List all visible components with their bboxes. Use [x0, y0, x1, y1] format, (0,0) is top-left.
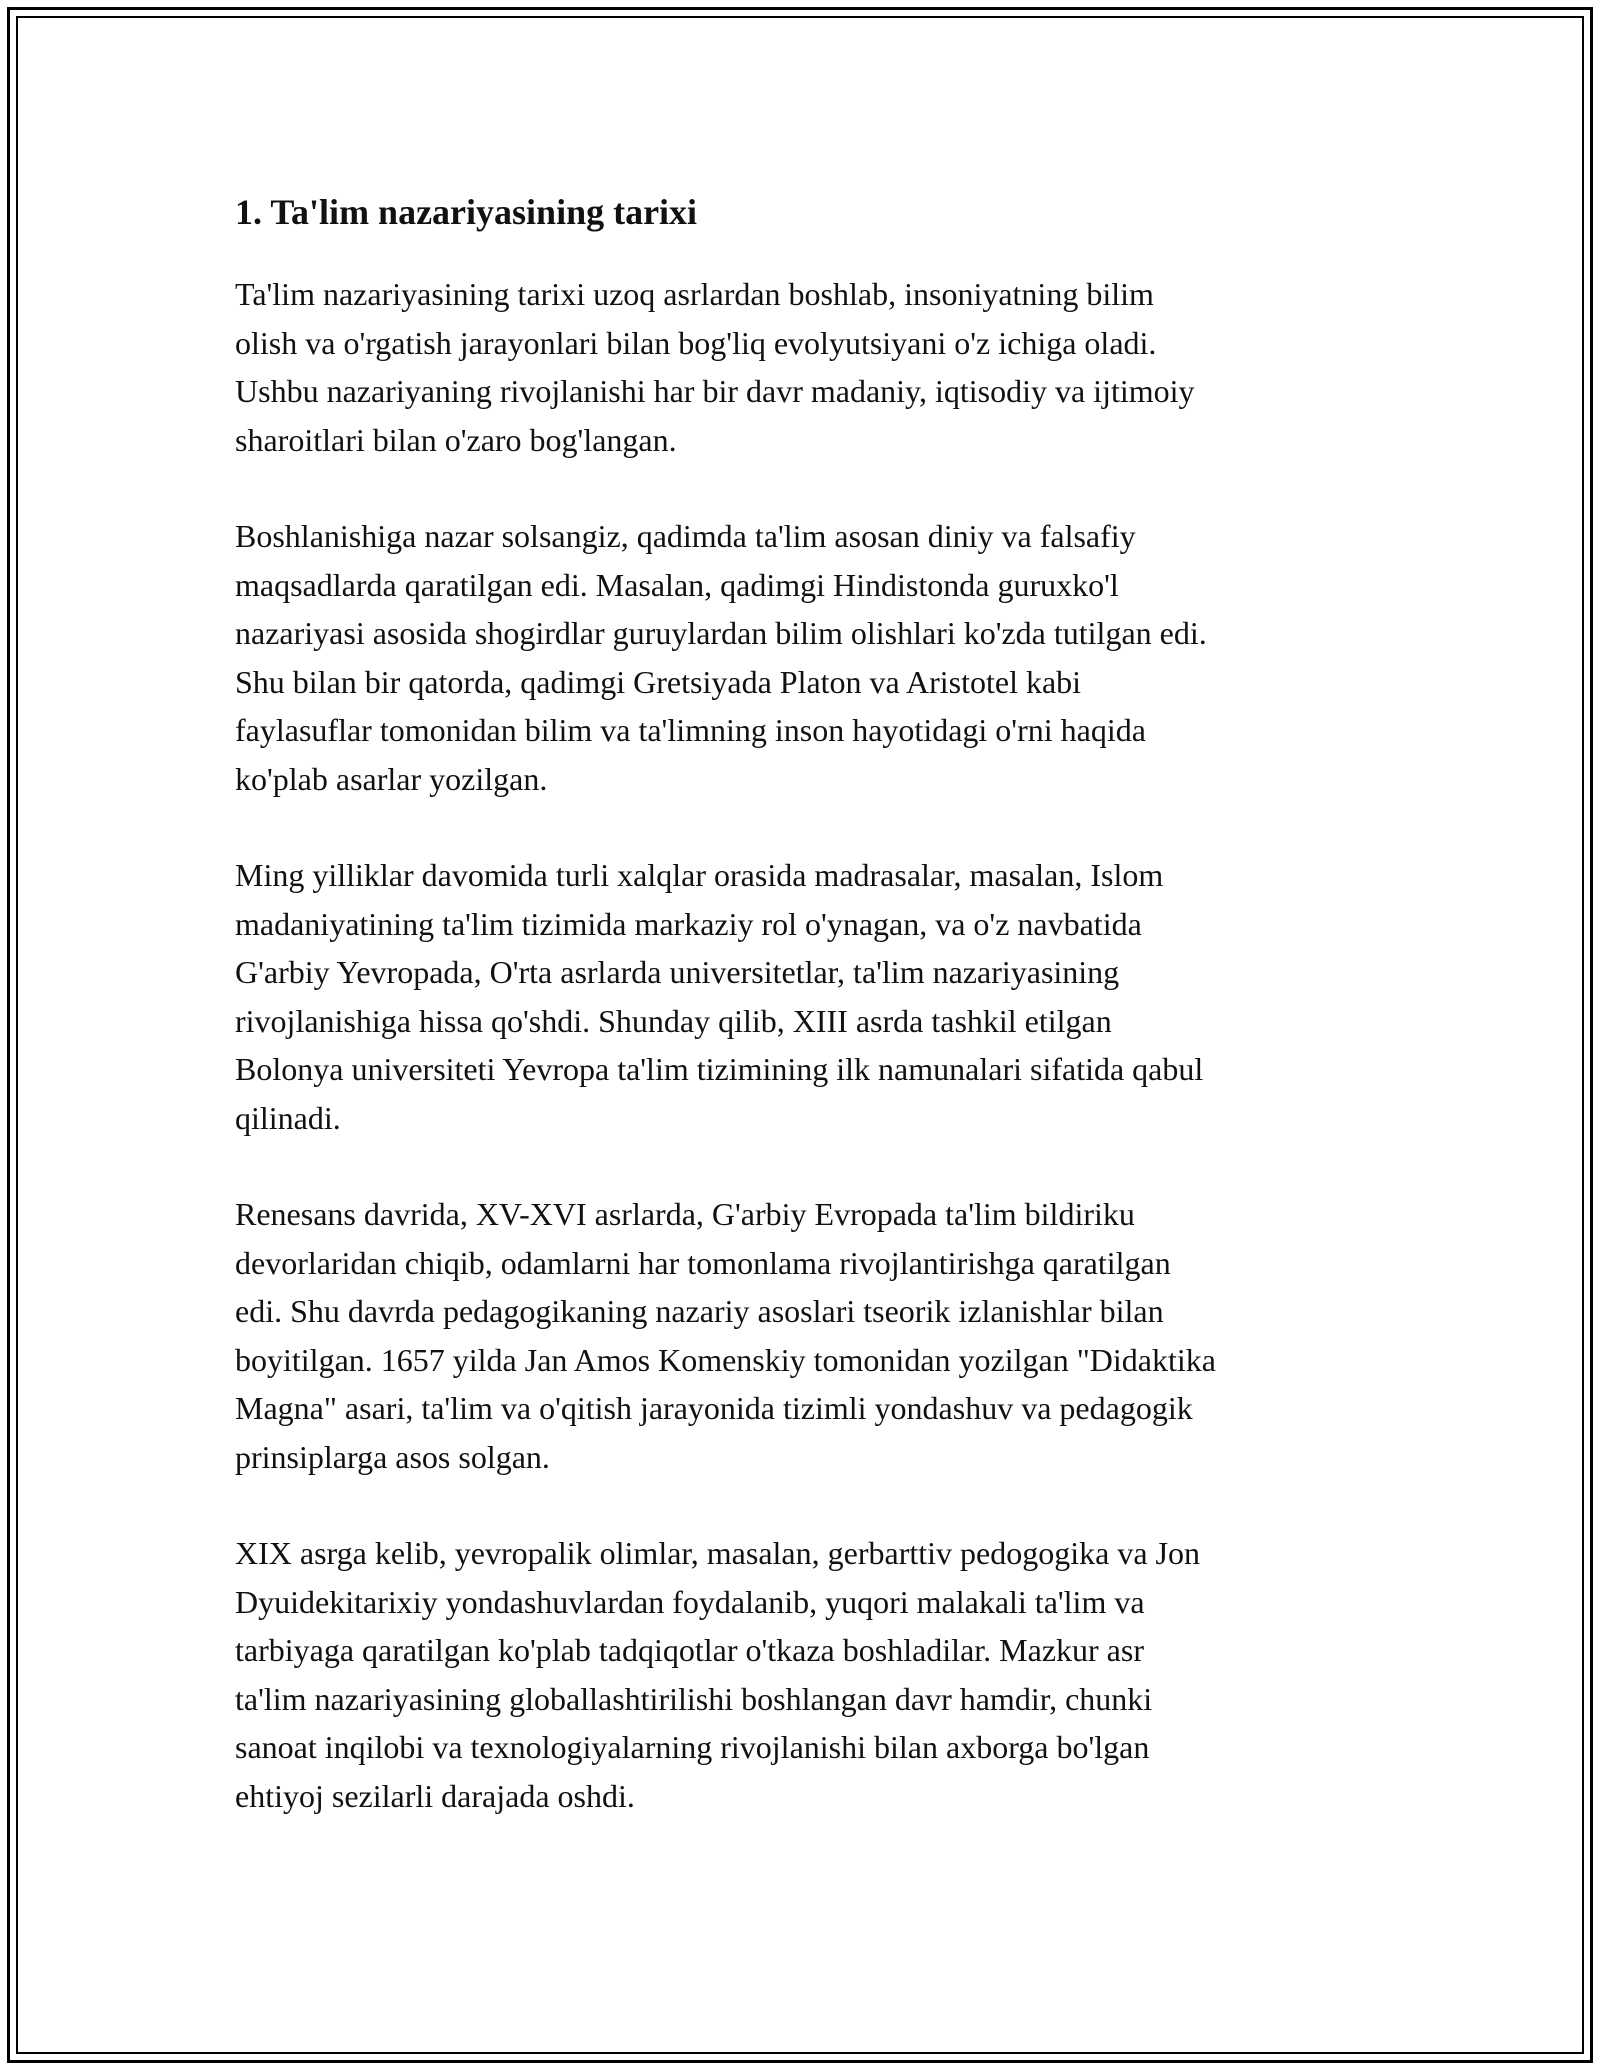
paragraph-1: Ta'lim nazariyasining tarixi uzoq asrlardan boshlab, insoniyatning bilim olish va o'rgatish jarayonlari bilan bog'liq evolyutsiyani o'z ichiga oladi. Ushbu nazariyaning rivojlanishi har bir davr madaniy, iqtisodiy va ijtimoiy sharoitlari bilan o'zaro bog'langan.: [235, 276, 1195, 458]
document-body: [235, 188, 1365, 1868]
paragraph-3: Ming yilliklar davomida turli xalqlar orasida madrasalar, masalan, Islom madaniyatining ta'lim tizimida markaziy rol o'ynagan, va o'z navbatida G'arbiy Yevropada, O'rta asrlarda universitetlar, ta'lim nazariyasining rivojlanishiga hissa qo'shdi. Shunday qilib, XIII asrda tashkil etilgan Bolonya universiteti Yevropa ta'lim tizimining ilk namunalari sifatida qabul qilinadi.: [235, 857, 1204, 1136]
paragraph-5: XIX asrga kelib, yevropalik olimlar, masalan, gerbarttiv pedogogika va Jon Dyuidekitarixiy yondashuvlardan foydalanib, yuqori malakali ta'lim va tarbiyaga qaratilgan ko'plab tadqiqotlar o'tkaza boshladilar. Mazkur asr ta'lim nazariyasining globallashtirilishi boshlangan davr hamdir, chunki sanoat inqilobi va texnologiyalarning rivojlanishi bilan axborga bo'lgan ehtiyoj sezilarli darajada oshdi.: [235, 1535, 1200, 1814]
paragraph-4: Renesans davrida, XV-XVI asrlarda, G'arbiy Evropada ta'lim bildiriku devorlaridan chiqib, odamlarni har tomonlama rivojlantirishga qaratilgan edi. Shu davrda pedagogikaning nazariy asoslari tseorik izlanishlar bilan boyitilgan. 1657 yilda Jan Amos Komenskiy tomonidan yozilgan "Didaktika Magna" asari, ta'lim va o'qitish jarayonida tizimli yondashuv va pedagogik prinsiplarga asos solgan.: [235, 1196, 1216, 1475]
section-heading: 1. Ta'lim nazariyasining tarixi: [235, 192, 698, 232]
paragraph-2: Boshlanishiga nazar solsangiz, qadimda ta'lim asosan diniy va falsafiy maqsadlarda qaratilgan edi. Masalan, qadimgi Hindistonda guruxko'l nazariyasi asosida shogirdlar guruylardan bilim olishlari ko'zda tutilgan edi. Shu bilan bir qatorda, qadimgi Gretsiyada Platon va Aristotel kabi faylasuflar tomonidan bilim va ta'limning inson hayotidagi o'rni haqida ko'plab asarlar yozilgan.: [235, 518, 1207, 797]
